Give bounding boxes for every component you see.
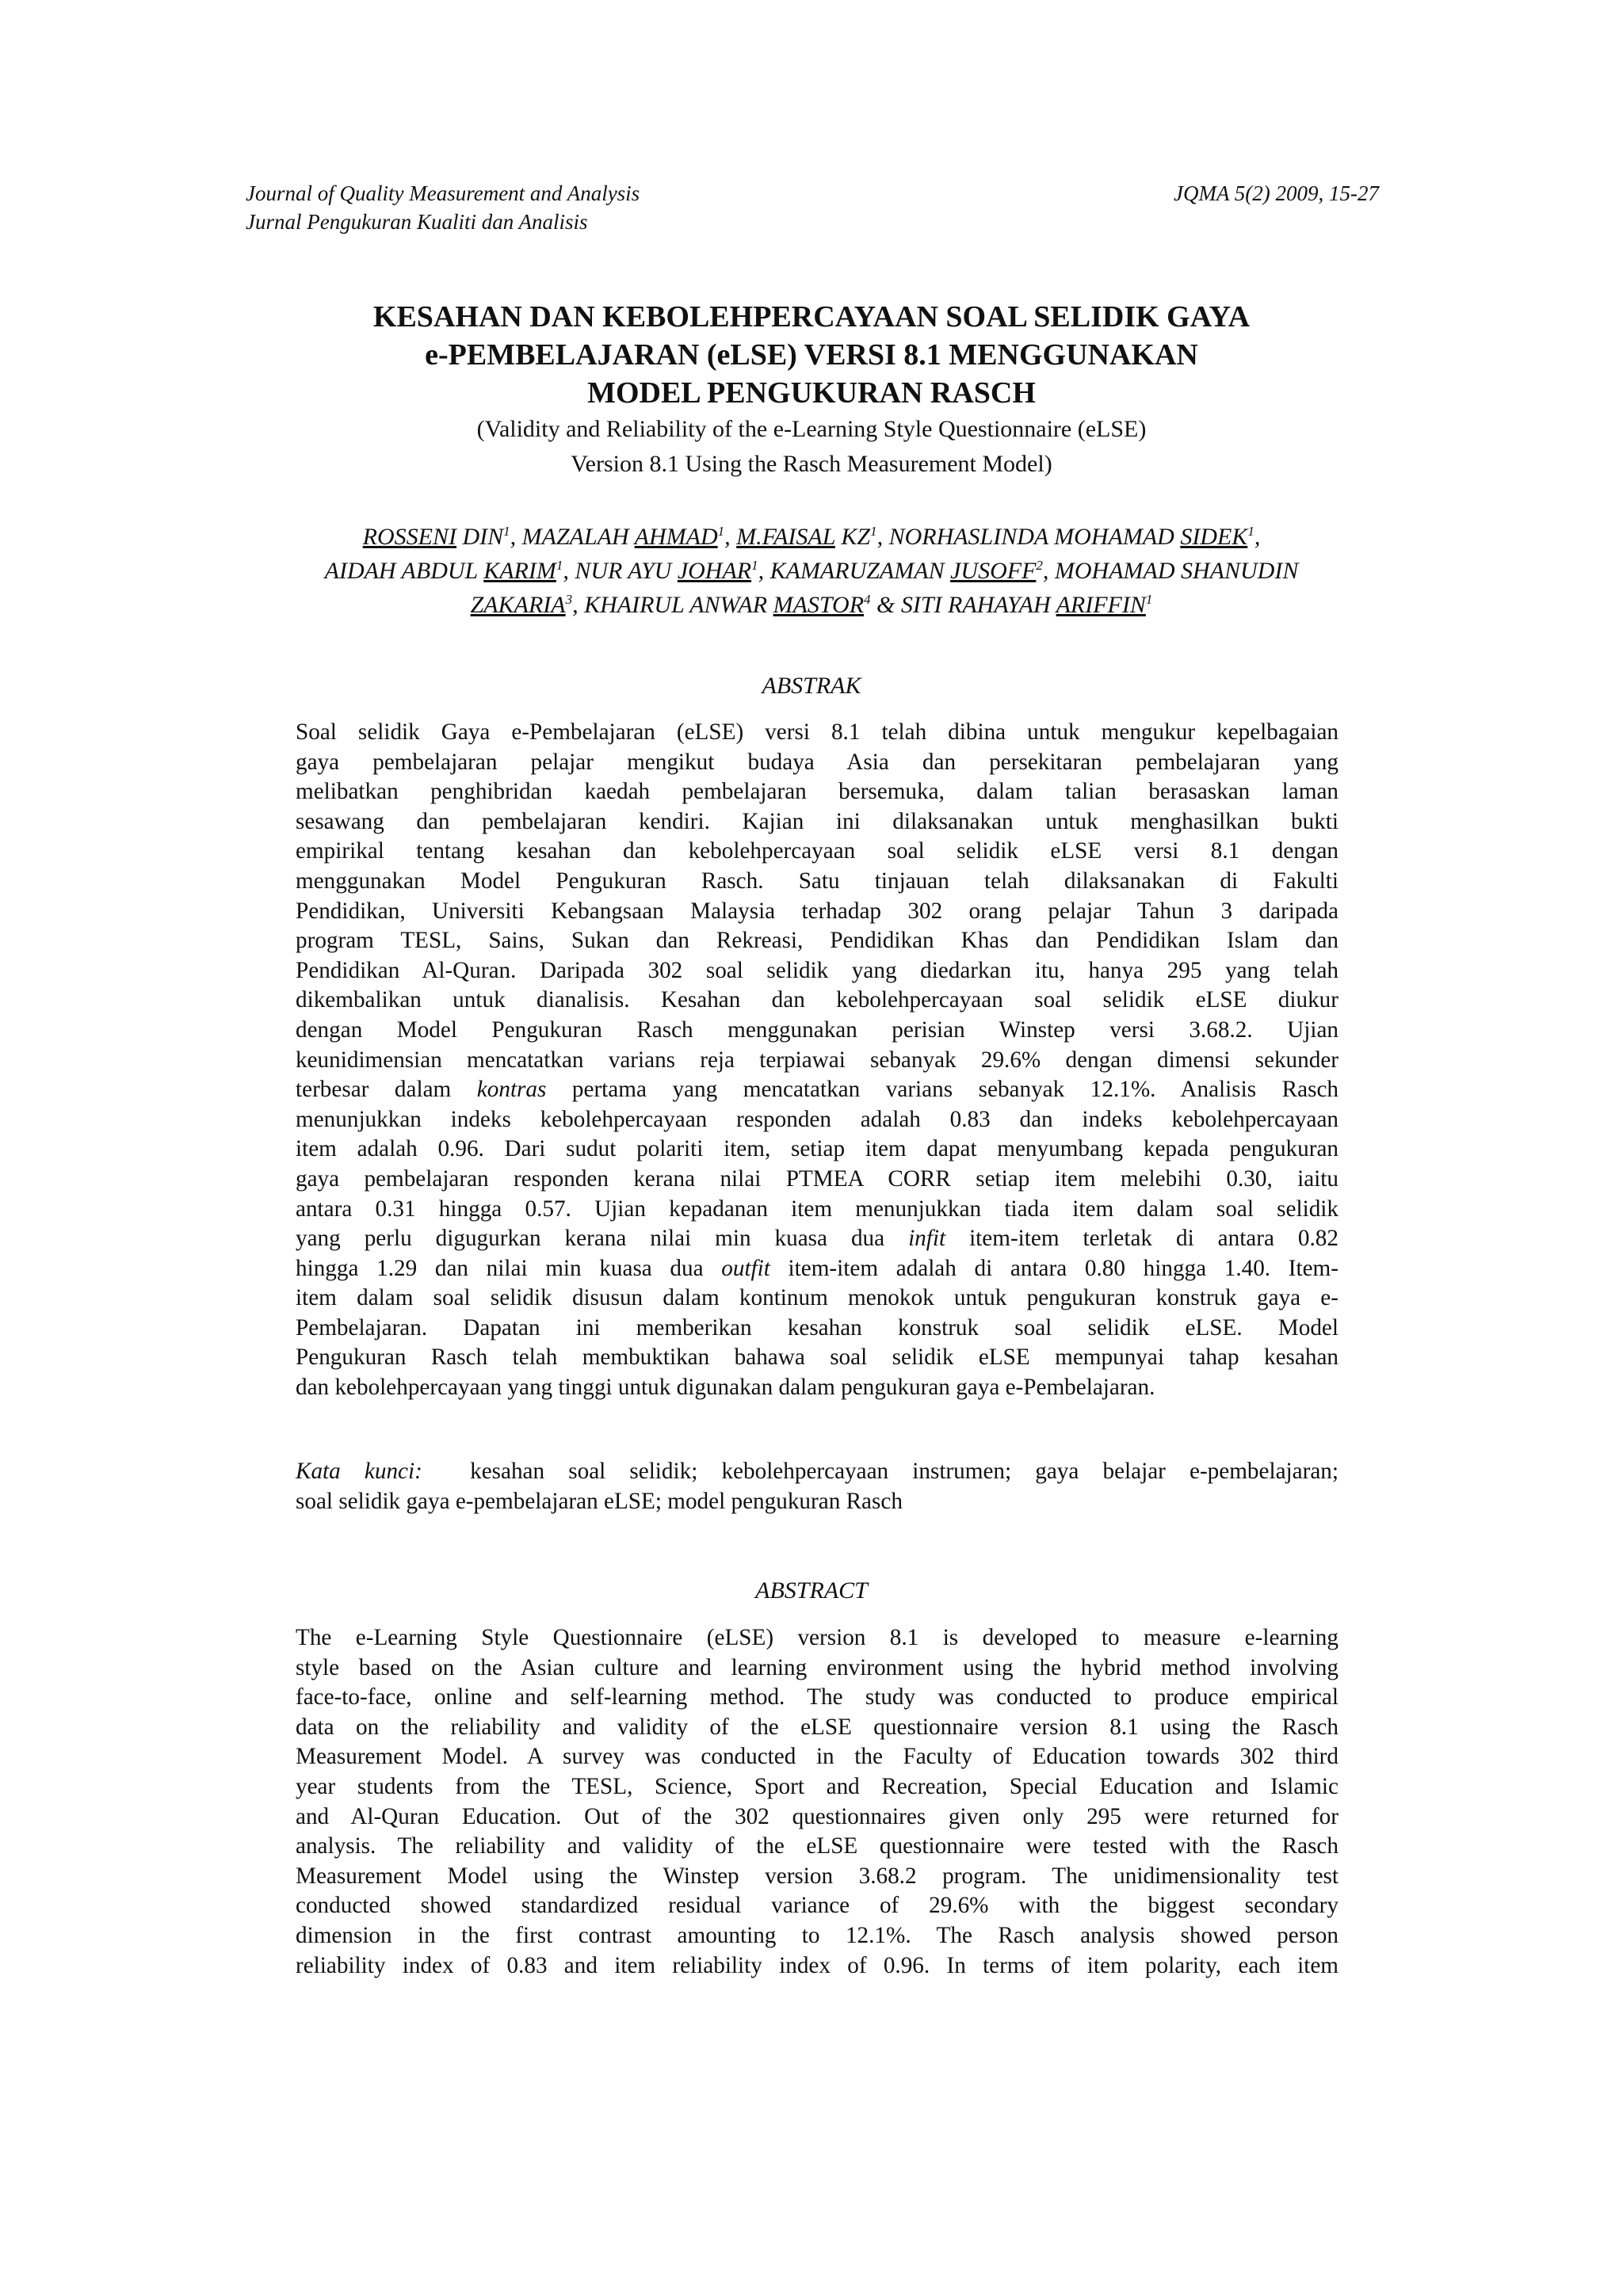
author: M.FAISAL $KZ^1$,: [736, 524, 889, 550]
text-line: sesawang dan pembelajaran kendiri. Kajian ini dilaksanakan untuk menghasilkan bukti: [296, 808, 1338, 834]
text-line: Pembelajaran. Dapatan ini memberikan kesahan konstruk soal selidik eLSE. Model: [296, 1314, 1338, 1341]
abstract-heading: ABSTRACT: [755, 1577, 868, 1604]
paper-title-block: [238, 298, 1385, 482]
text-line: conducted showed standardized residual variance of 29.6% with the biggest secondary: [296, 1893, 1338, 1919]
text-line: dimension in the first contrast amounting to 12.1%. The Rasch analysis showed person: [296, 1922, 1338, 1948]
text-line: data on the reliability and validity of the eLSE questionnaire version 8.1 using the Rasch: [296, 1714, 1338, 1740]
italic-term: kontras: [476, 1077, 547, 1103]
text-line: antara 0.31 hingga 0.57. Ujian kepadanan item menunjukkan tiada item dalam soal selidik: [296, 1196, 1338, 1222]
author-list: [238, 520, 1385, 622]
text-line: year students from the TESL, Science, Sport and Recreation, Special Education and Islamic: [296, 1773, 1338, 1799]
paper-title-line: e-PEMBELAJARAN (eLSE) VERSI 8.1 MENGGUNAKAN: [425, 338, 1198, 372]
text-line: yang perlu digugurkan kerana nilai min kuasa dua infit item-item terletak di antara 0.82: [296, 1226, 1338, 1252]
journal-title-ms: Jurnal Pengukuran Kualiti dan Analisis: [246, 210, 588, 234]
text-line: Pengukuran Rasch telah membuktikan bahawa soal selidik eLSE mempunyai tahap kesahan: [296, 1344, 1338, 1371]
paper-title-line: KESAHAN DAN KEBOLEHPERCAYAAN SOAL SELIDIK GAYA: [372, 300, 1251, 334]
keywords-line: soal selidik gaya e-pembelajaran eLSE; model pengukuran Rasch: [296, 1488, 903, 1514]
author: NUR AYU JOHAR$^1$,: [575, 558, 770, 584]
text-line: item dalam soal selidik disusun dalam kontinum menokok untuk pengukuran konstruk gaya e-: [296, 1285, 1338, 1311]
affiliation-mark: 4: [864, 592, 871, 607]
text-line: dan kebolehpercayaan yang tinggi untuk digunakan dalam pengukuran gaya e-Pembelajaran.: [296, 1375, 1155, 1401]
text-line: The e-Learning Style Questionnaire (eLSE) version 8.1 is developed to measure e-learning: [296, 1625, 1338, 1650]
affiliation-mark: 1: [503, 524, 510, 539]
italic-term: infit: [908, 1226, 946, 1252]
author-line: [238, 588, 1385, 622]
text-line: keunidimensian mencatatkan varians reja terpiawai sebanyak 29.6% dengan dimensi sekunder: [296, 1047, 1338, 1073]
text-line: hingga 1.29 dan nilai min kuasa dua outfit item-item adalah di antara 0.80 hingga 1.40. Item-: [296, 1255, 1338, 1281]
text-line: menggunakan Model Pengukuran Rasch. Satu tinjauan telah dilaksanakan di Fakulti: [296, 868, 1338, 894]
author: MAZALAH AHMAD$^1$,: [521, 524, 737, 550]
abstrak-body: [296, 718, 1338, 1403]
text-line: gaya pembelajaran pelajar mengikut budaya Asia dan persekitaran pembelajaran yang: [296, 749, 1338, 775]
text-line: analysis. The reliability and validity of the eLSE questionnaire were tested with the Rasch: [296, 1833, 1338, 1859]
affiliation-mark: 1: [717, 524, 725, 539]
author: KAMARUZAMAN JUSOFF$^2$,: [769, 558, 1055, 584]
journal-header: [246, 179, 640, 236]
author: MOHAMAD SHANUDIN: [1054, 558, 1299, 584]
author: ROSSENI DIN$^1$,: [362, 524, 522, 550]
author: NORHASLINDA MOHAMAD SIDEK$^1$,: [888, 524, 1261, 550]
journal-title-en: Journal of Quality Measurement and Analysis: [246, 181, 640, 205]
text-line: dikembalikan untuk dianalisis. Kesahan dan kebolehpercayaan soal selidik eLSE diukur: [296, 987, 1338, 1013]
text-line: Measurement Model using the Winstep version 3.68.2 program. The unidimensionality test: [296, 1863, 1338, 1889]
keywords-line: [296, 1457, 1338, 1487]
keywords-text: kesahan soal selidik; kebolehpercayaan instrumen; gaya belajar e-pembelajaran;: [422, 1459, 1338, 1484]
affiliation-mark: 1: [1247, 524, 1254, 539]
paper-subtitle-line: (Validity and Reliability of the e-Learning Style Questionnaire (eLSE): [476, 416, 1147, 442]
author-line: [238, 554, 1385, 588]
affiliation-mark: 1: [870, 524, 877, 539]
keywords: [296, 1457, 1338, 1516]
affiliation-mark: 2: [1036, 558, 1043, 573]
author: SITI RAHAYAH ARIFFIN$^1$: [900, 592, 1153, 618]
paper-subtitle-line: Version 8.1 Using the Rasch Measurement Model): [571, 451, 1052, 477]
text-line: Pendidikan Al-Quran. Daripada 302 soal selidik yang diedarkan itu, hanya 295 yang telah: [296, 957, 1338, 983]
author: KHAIRUL ANWAR MASTOR$^4$ &: [584, 592, 901, 618]
text-line: Soal selidik Gaya e-Pembelajaran (eLSE) versi 8.1 telah dibina untuk mengukur kepelbagaian: [296, 719, 1338, 745]
author: AIDAH ABDUL KARIM$^1$,: [324, 558, 575, 584]
text-line: style based on the Asian culture and learning environment using the hybrid method involving: [296, 1654, 1338, 1680]
text-line: terbesar dalam kontras pertama yang mencatatkan varians sebanyak 12.1%. Analisis Rasch: [296, 1077, 1338, 1103]
text-line: program TESL, Sains, Sukan dan Rekreasi, Pendidikan Khas dan Pendidikan Islam dan: [296, 928, 1338, 954]
affiliation-mark: 1: [556, 558, 563, 573]
text-line: Pendidikan, Universiti Kebangsaan Malaysia terhadap 302 orang pelajar Tahun 3 daripada: [296, 898, 1338, 924]
abstract-body: [296, 1623, 1338, 1981]
text-line: gaya pembelajaran responden kerana nilai PTMEA CORR setiap item melebihi 0.30, iaitu: [296, 1165, 1338, 1192]
keywords-label: Kata kunci:: [296, 1459, 422, 1484]
text-line: dengan Model Pengukuran Rasch menggunakan perisian Winstep versi 3.68.2. Ujian: [296, 1016, 1338, 1043]
text-line: melibatkan penghibridan kaedah pembelajaran bersemuka, dalam talian berasaskan laman: [296, 779, 1338, 805]
affiliation-mark: 1: [751, 558, 758, 573]
author: ZAKARIA$^3$,: [470, 592, 585, 618]
italic-term: outfit: [721, 1255, 770, 1281]
abstrak-heading: ABSTRAK: [762, 673, 861, 699]
text-line: reliability index of 0.83 and item reliability index of 0.96. In terms of item polarity, each item: [296, 1952, 1338, 1978]
affiliation-mark: 1: [1145, 592, 1153, 607]
text-line: Measurement Model. A survey was conducted in the Faculty of Education towards 302 third: [296, 1744, 1338, 1770]
text-line: menunjukkan indeks kebolehpercayaan responden adalah 0.83 dan indeks kebolehpercayaan: [296, 1106, 1338, 1132]
text-line: empirikal tentang kesahan dan kebolehpercayaan soal selidik eLSE versi 8.1 dengan: [296, 838, 1338, 864]
text-line: and Al-Quran Education. Out of the 302 questionnaires given only 295 were returned for: [296, 1803, 1338, 1829]
affiliation-mark: 3: [565, 592, 573, 607]
text-line: item adalah 0.96. Dari sudut polariti item, setiap item dapat menyumbang kepada pengukuran: [296, 1136, 1338, 1162]
paper-title-line: MODEL PENGUKURAN RASCH: [587, 376, 1036, 410]
author-line: [238, 520, 1385, 554]
journal-citation: JQMA 5(2) 2009, 15-27: [1174, 181, 1379, 205]
text-line: face-to-face, online and self-learning method. The study was conducted to produce empirical: [296, 1684, 1338, 1711]
